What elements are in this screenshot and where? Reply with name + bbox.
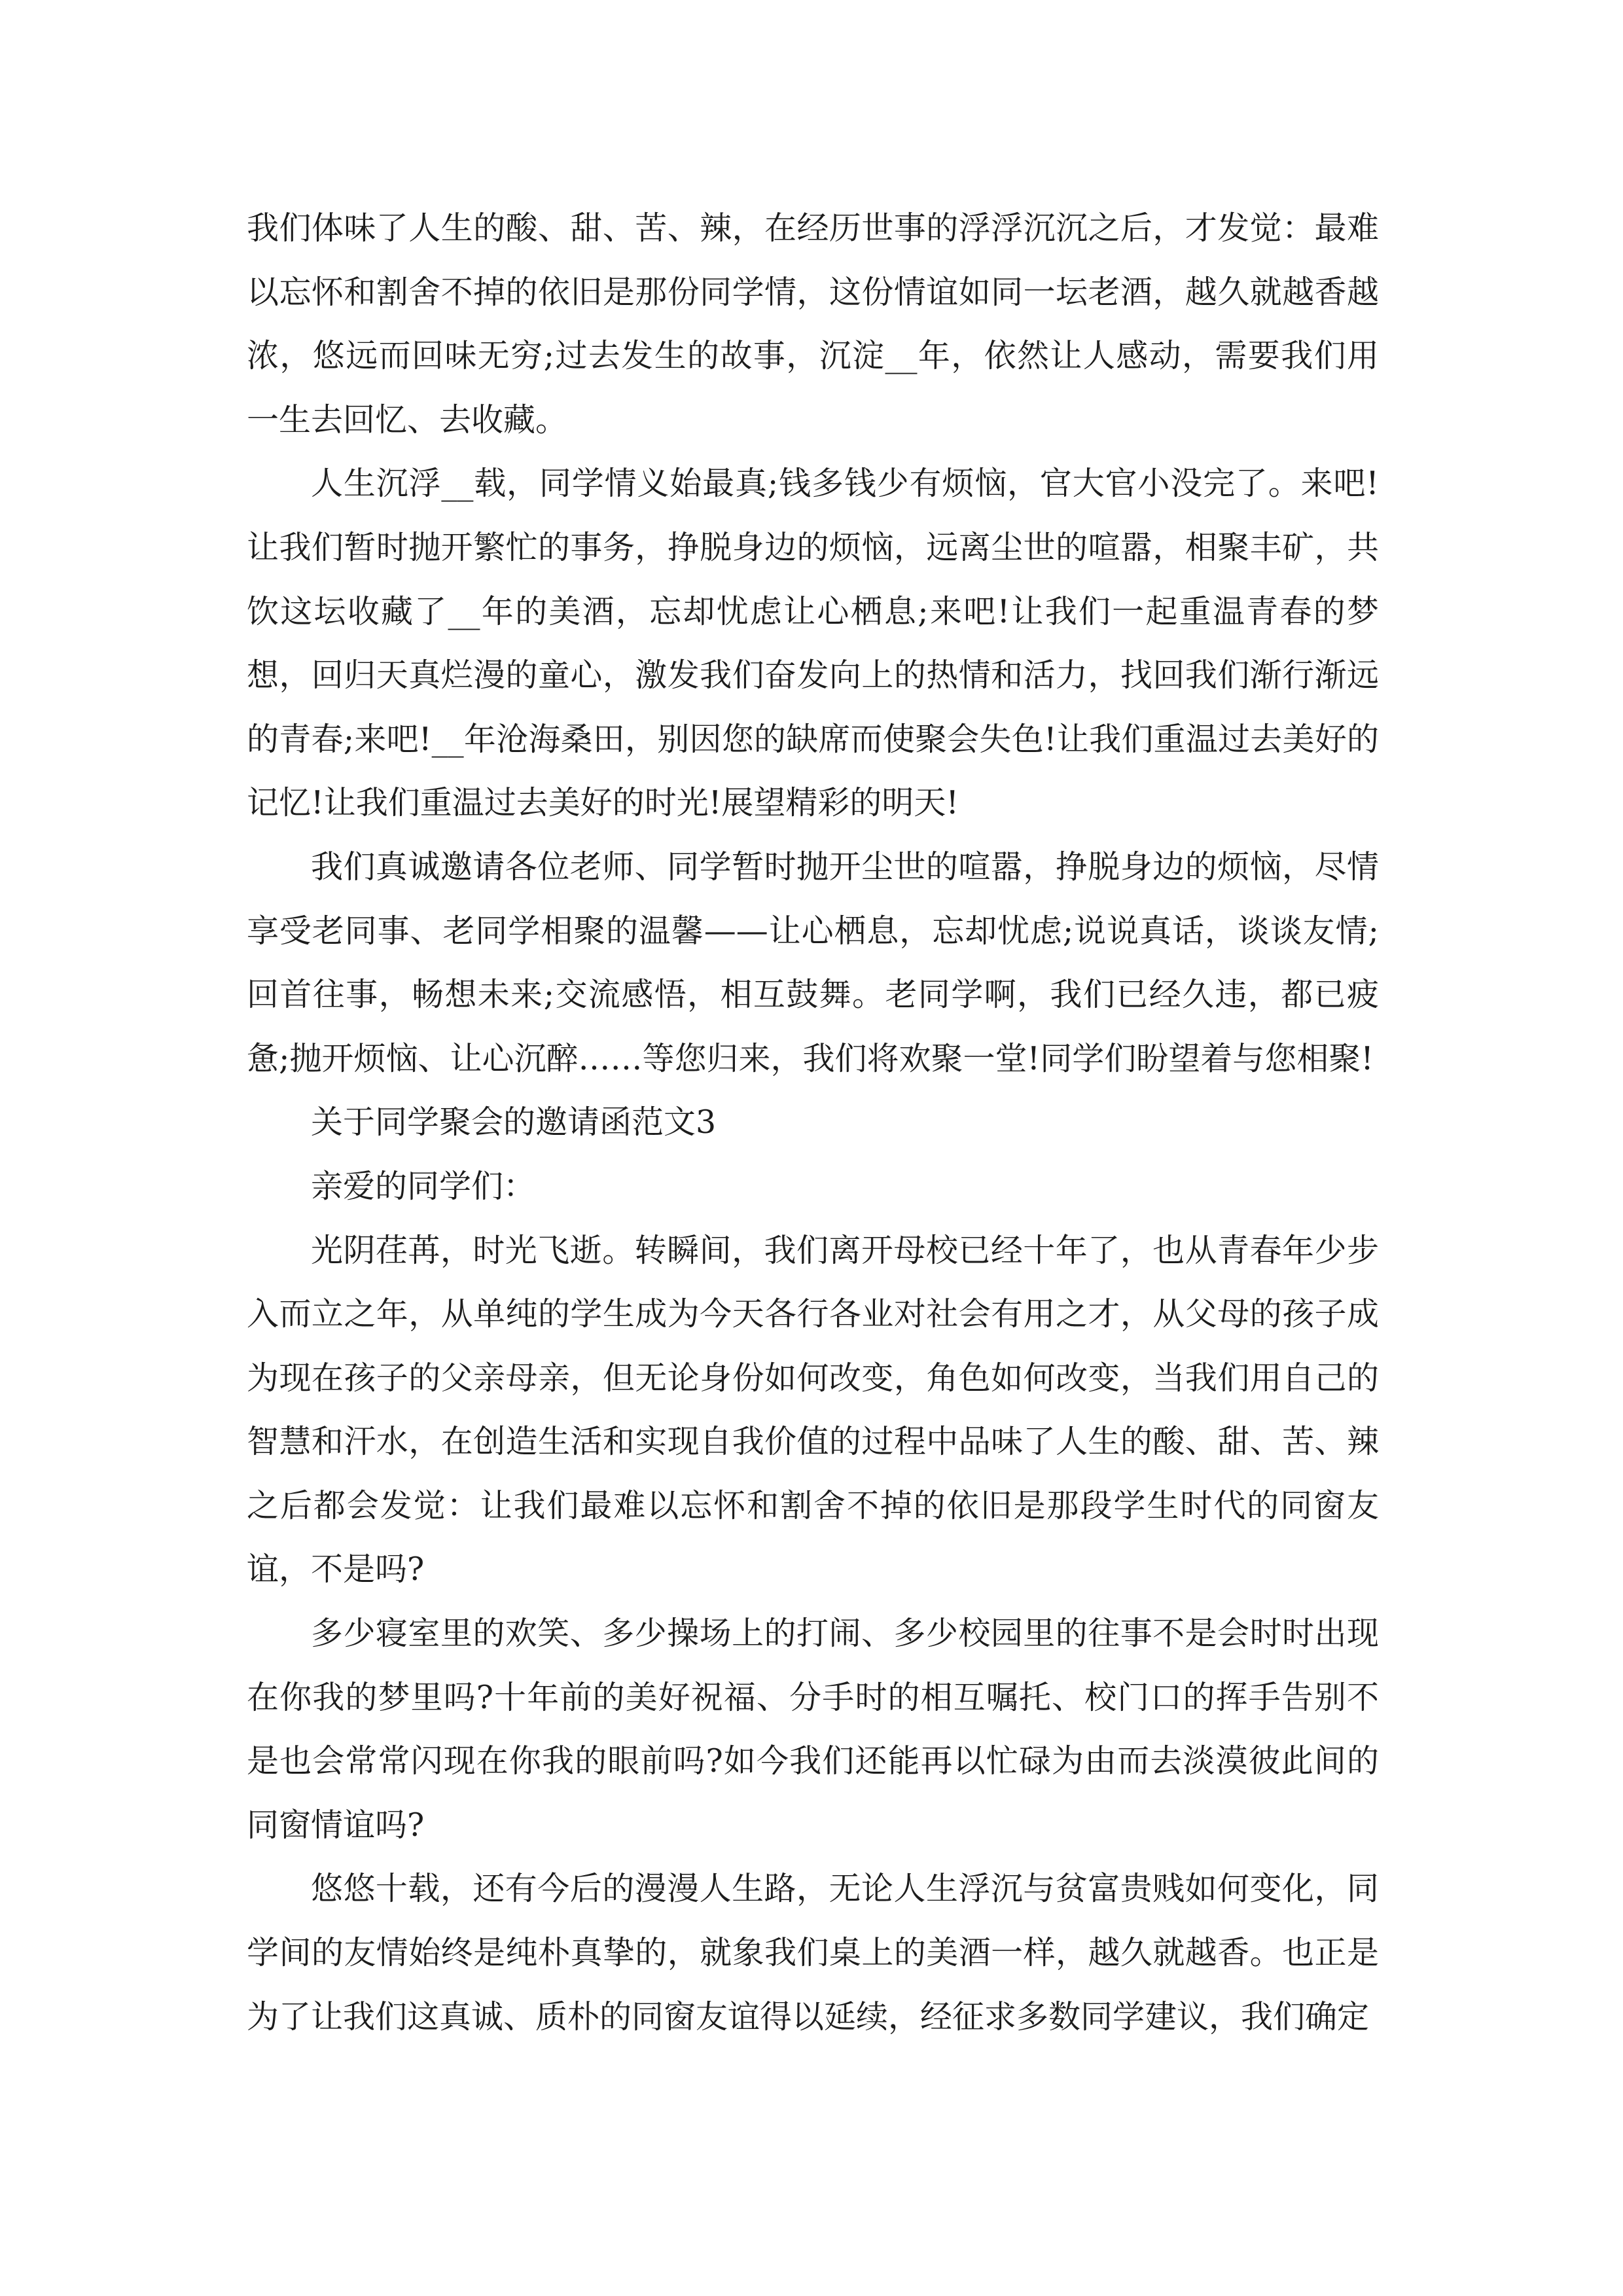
section-heading: 关于同学聚会的邀请函范文3: [311, 1103, 717, 1141]
paragraph-1: 我们体味了人生的酸、甜、苦、辣，在经历世事的浮浮沉沉之后，才发觉：最难以忘怀和割舍不掉的依旧是那份同学情，这份情谊如同一坛老酒，越久就越香越浓，悠远而回味无穷;过去发生的故事，沉淀__年，依然让人感动，需要我们用一生去回忆、去收藏。: [247, 209, 1379, 439]
paragraph-2: 人生沉浮__载，同学情义始最真;钱多钱少有烦恼，官大官小没完了。来吧!让我们暂时抛开繁忙的事务，挣脱身边的烦恼，远离尘世的喧嚣，相聚丰矿，共饮这坛收藏了__年的美酒，忘却忧虑让心栖息;来吧!让我们一起重温青春的梦想，回归天真烂漫的童心，激发我们奋发向上的热情和活力，找回我们渐行渐远的青春;来吧!__年沧海桑田，别因您的缺席而使聚会失色!让我们重温过去美好的记忆!让我们重温过去美好的时光!展望精彩的明天!: [247, 465, 1379, 822]
paragraph-3: 我们真诚邀请各位老师、同学暂时抛开尘世的喧嚣，挣脱身边的烦恼，尽情享受老同事、老同学相聚的温馨——让心栖息，忘却忧虑;说说真话，谈谈友情;回首往事，畅想未来;交流感悟，相互鼓舞。老同学啊，我们已经久违，都已疲惫;抛开烦恼、让心沉醉……等您归来，我们将欢聚一堂!同学们盼望着与您相聚!: [247, 848, 1379, 1077]
paragraph-8: 悠悠十载，还有今后的漫漫人生路，无论人生浮沉与贫富贵贱如何变化，同学间的友情始终是纯朴真挚的，就象我们桌上的美酒一样，越久就越香。也正是为了让我们这真诚、质朴的同窗友谊得以延续，经征求多数同学建议，我们确定: [247, 1870, 1379, 2036]
document-body: [247, 196, 1379, 2049]
salutation: 亲爱的同学们：: [311, 1167, 536, 1205]
paragraph-6: 光阴荏苒，时光飞逝。转瞬间，我们离开母校已经十年了，也从青春年少步入而立之年，从单纯的学生成为今天各行各业对社会有用之才，从父母的孩子成为现在孩子的父亲母亲，但无论身份如何改变，角色如何改变，当我们用自己的智慧和汗水，在创造生活和实现自我价值的过程中品味了人生的酸、甜、苦、辣之后都会发觉：让我们最难以忘怀和割舍不掉的依旧是那段学生时代的同窗友谊，不是吗?: [247, 1231, 1379, 1588]
paragraph-7: 多少寝室里的欢笑、多少操场上的打闹、多少校园里的往事不是会时时出现在你我的梦里吗?十年前的美好祝福、分手时的相互嘱托、校门口的挥手告别不是也会常常闪现在你我的眼前吗?如今我们还能再以忙碌为由而去淡漠彼此间的同窗情谊吗?: [247, 1615, 1379, 1844]
